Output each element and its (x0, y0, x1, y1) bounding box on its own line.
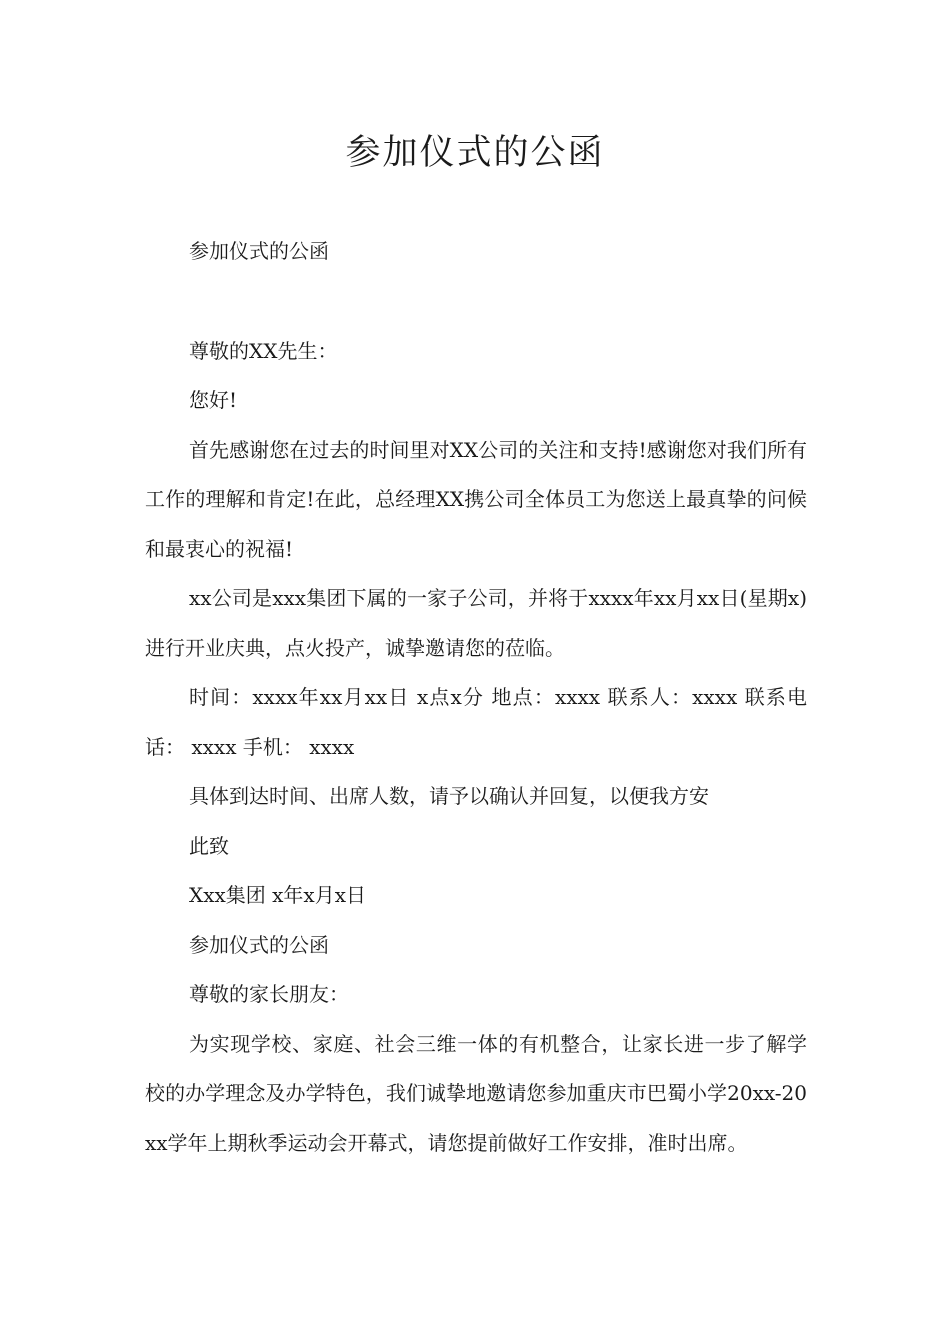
document-title: 参加仪式的公函 (345, 133, 605, 173)
paragraph-invitation: xx公司是xxx集团下属的一家子公司，并将于xxxx年xx月xx日(星期x)进行开业庆典，点火投产，诚挚邀请您的莅临。 (145, 586, 807, 660)
paragraph-closing: 此致 (189, 833, 229, 858)
paragraph-details: 时间：xxxx年xx月xx日 x点x分 地点：xxxx 联系人：xxxx 联系电话： xxxx 手机： xxxx (145, 685, 807, 759)
paragraph-second-heading: 参加仪式的公函 (189, 932, 329, 957)
blank-line (145, 277, 807, 327)
paragraph-heading: 参加仪式的公函 (189, 239, 329, 263)
paragraph-signature: Xxx集团 x年x月x日 (189, 883, 366, 907)
paragraph-second-salutation: 尊敬的家长朋友： (189, 982, 349, 1006)
document-body (145, 227, 807, 1168)
paragraph-thanks: 首先感谢您在过去的时间里对XX公司的关注和支持!感谢您对我们所有工作的理解和肯定!在此，总经理XX携公司全体员工为您送上最真挚的问候和最衷心的祝福! (145, 437, 807, 561)
paragraph-salutation: 尊敬的XX先生： (189, 338, 338, 363)
paragraph-confirm: 具体到达时间、出席人数，请予以确认并回复，以便我方安 (189, 784, 709, 808)
paragraph-greeting: 您好! (189, 388, 238, 412)
paragraph-second-body: 为实现学校、家庭、社会三维一体的有机整合，让家长进一步了解学校的办学理念及办学特色，我们诚挚地邀请您参加重庆市巴蜀小学20xx-20xx学年上期秋季运动会开幕式，请您提前做好工作安排，准时出席。 (145, 1031, 807, 1155)
